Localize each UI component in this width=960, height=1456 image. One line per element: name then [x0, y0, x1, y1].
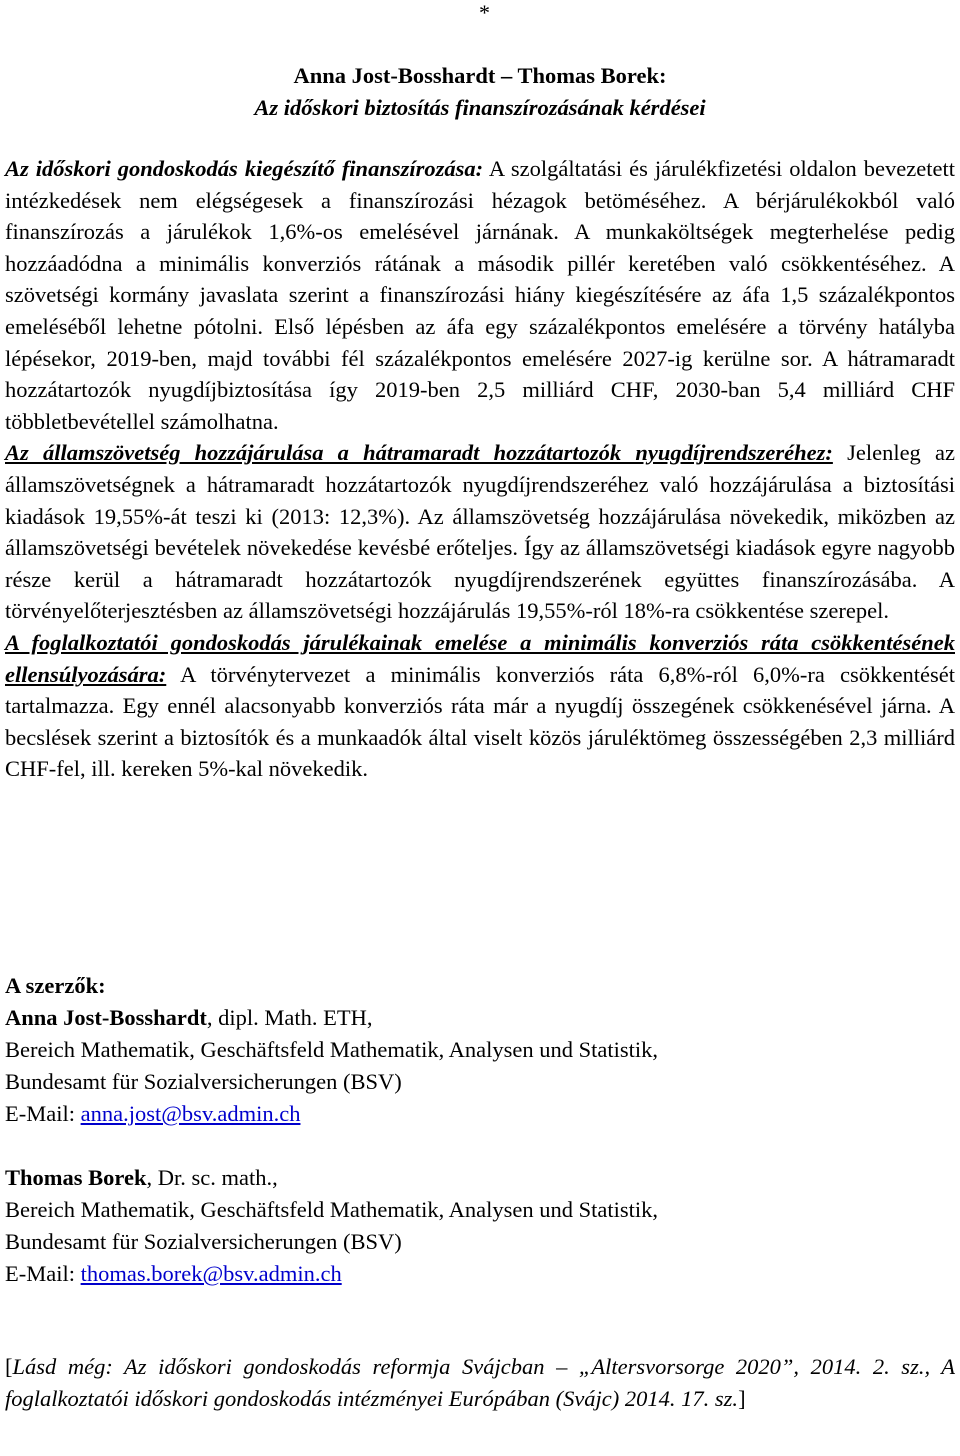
bracket-close: ]: [738, 1386, 746, 1411]
paragraph-text: A szolgáltatási és járulékfizetési oldalon bevezetett intézkedések nem elégségesek a finanszírozási hézagok betöméséhez. A bérjárulékokból való finanszírozás a járulékok 1,6%-os emelésével járnának. A munkaköltségek megterhelése pedig hozzáadódna a minimális konverziós rátának a második pillér keretében való csökkentéséhez. A szövetségi kormány javaslata szerint a finanszírozási hiány kiegészítésére az áfa 1,5 százalékpontos emeléséből lehetne pótolni. Első lépésben az áfa egy százalékpontos emelésére a törvény hatályba lépésekor, 2019-ben, majd további fél százalékpontos emelésére 2027-ig kerülne sor. A hátramaradt hozzátartozók nyugdíjbiztosítása így 2019-ben 2,5 milliárd CHF, 2030-ban 5,4 milliárd CHF többletbevétellel számolhatna.: [5, 156, 955, 434]
see-also-note: [5, 1351, 955, 1415]
author-block-first: [5, 1002, 955, 1130]
paragraph-occupational-contributions: [5, 627, 955, 785]
paragraph-text: Jelenleg az államszövetségnek a hátramaradt hozzátartozók nyugdíjrendszeréhez való hozzájárulása a biztosítási kiadások 19,55%-át teszi ki (2013: 12,3%). Az államszövetség hozzájárulása növekedik, miközben az államszövetségi bevételek növekedése kevésbé erőteljes. Így az államszövetségi kiadások egyre nagyobb része kerül a hátramaradt hozzátartozók nyugdíjrendszerének együttes finanszírozásába. A törvényelőterjesztésben az államszövetségi hozzájárulás 19,55%-ról 18%-ra csökkentése szerepel.: [5, 440, 955, 624]
author-office: Bundesamt für Sozialversicherungen (BSV): [5, 1069, 402, 1094]
author-office: Bundesamt für Sozialversicherungen (BSV): [5, 1229, 402, 1254]
title-authors: Anna Jost-Bosshardt – Thomas Borek:: [293, 63, 667, 88]
title-block: [5, 60, 955, 124]
author-name: Anna Jost-Bosshardt: [5, 1005, 207, 1030]
paragraph-text: A törvénytervezet a minimális konverziós ráta 6,8%-ról 6,0%-ra csökkentését tartalmazza. Egy ennél alacsonyabb konverziós ráta már a nyugdíj összegének csökkenésével járna. A becslések szerint a biztosítók és a munkaadók által viselt közös járuléktömeg összességében 2,3 milliárd CHF-fel, ill. kereken 5%-kal növekedik.: [5, 661, 955, 782]
paragraph-lead: A foglalkoztatói gondoskodás járulékainak emelése a minimális konverziós ráta csökkentésének ellensúlyozására:: [5, 629, 955, 687]
author-title: , dipl. Math. ETH,: [206, 1005, 373, 1030]
authors-section: [5, 970, 955, 1290]
paragraph-lead: Az időskori gondoskodás kiegészítő finanszírozása:: [5, 156, 484, 181]
body-text: [5, 153, 955, 785]
author-dept: Bereich Mathematik, Geschäftsfeld Mathematik, Analysen und Statistik,: [5, 1037, 658, 1062]
author-email-line: [5, 1098, 955, 1130]
header-asterisk: *: [479, 0, 490, 25]
author-email-line: [5, 1258, 955, 1290]
spacer: [5, 1130, 955, 1162]
author-dept: Bereich Mathematik, Geschäftsfeld Mathematik, Analysen und Statistik,: [5, 1197, 658, 1222]
author-name: Thomas Borek: [5, 1165, 147, 1190]
author-name-line: [5, 1002, 955, 1034]
email-link[interactable]: thomas.borek@bsv.admin.ch: [80, 1261, 342, 1286]
email-link[interactable]: anna.jost@bsv.admin.ch: [80, 1101, 301, 1126]
paragraph-federal-contribution: [5, 437, 955, 627]
paragraph-supplementary-financing: [5, 153, 955, 437]
authors-heading: A szerzők:: [5, 973, 106, 998]
email-label: E-Mail:: [5, 1261, 81, 1286]
bracket-open: [: [5, 1354, 13, 1379]
paragraph-lead: Az államszövetség hozzájárulása a hátramaradt hozzátartozók nyugdíjrendszeréhez:: [5, 440, 833, 466]
email-label: E-Mail:: [5, 1101, 81, 1126]
author-block-second: [5, 1162, 955, 1290]
see-also-text: Lásd még: Az időskori gondoskodás reformja Svájcban – „Altersvorsorge 2020”, 2014. 2. sz., A foglalkoztatói időskori gondoskodás intézményei Európában (Svájc) 2014. 17. sz.: [5, 1354, 955, 1411]
author-name-line: [5, 1162, 955, 1194]
title-subtitle: Az időskori biztosítás finanszírozásának kérdései: [254, 95, 706, 120]
author-title: , Dr. sc. math.,: [146, 1165, 278, 1190]
